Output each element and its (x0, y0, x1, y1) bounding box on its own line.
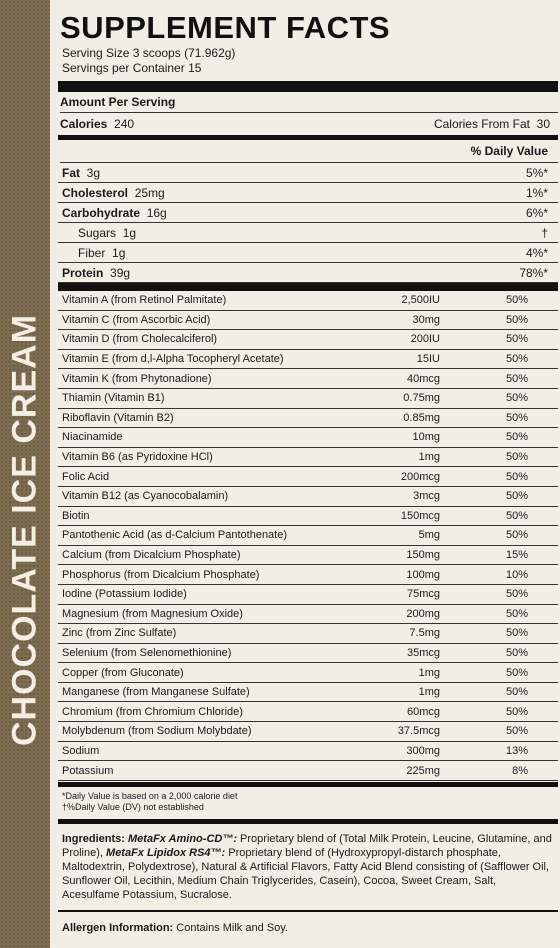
daily-value-header: % Daily Value (60, 140, 558, 163)
vitamin-dv: 50% (505, 490, 528, 503)
vitamin-row (58, 722, 558, 742)
vitamin-name: Zinc (from Zinc Sulfate) (62, 627, 177, 640)
vitamin-row (58, 467, 558, 487)
vitamin-dv: 50% (505, 411, 528, 424)
vitamin-list (52, 291, 558, 781)
vitamin-dv: 50% (505, 353, 528, 366)
calories-fat-label: Calories From Fat (433, 117, 530, 131)
ingredients-text (62, 832, 552, 902)
vitamin-amount: 37.5mcg (397, 725, 440, 738)
nutrient-name: Fiber 1g (78, 245, 126, 260)
calories-row (60, 113, 558, 135)
vitamin-dv: 50% (505, 686, 528, 699)
vitamin-dv: 50% (505, 607, 528, 620)
vitamin-name: Thiamin (Vitamin B1) (62, 392, 165, 405)
vitamin-dv: 50% (505, 705, 528, 718)
vitamin-dv: 50% (505, 646, 528, 659)
vitamin-amount: 1mg (418, 686, 440, 699)
vitamin-dv: 50% (505, 294, 528, 307)
serving-size: Serving Size 3 scoops (71.962g) (62, 46, 236, 60)
vitamin-dv: 50% (505, 470, 528, 483)
nutrient-row (58, 183, 558, 203)
vitamin-name: Potassium (62, 764, 114, 777)
vitamin-amount: 10mg (412, 431, 440, 444)
supplement-facts-panel (52, 0, 558, 948)
nutrient-row (58, 163, 558, 183)
vitamin-name: Magnesium (from Magnesium Oxide) (62, 607, 243, 620)
vitamin-amount: 3mcg (413, 490, 440, 503)
vitamin-row (58, 350, 558, 370)
vitamin-dv: 50% (505, 372, 528, 385)
vitamin-amount: 75mcg (406, 588, 440, 601)
vitamin-row (58, 526, 558, 546)
allergen-text: Contains Milk and Soy. (173, 921, 288, 934)
vitamin-name: Vitamin K (from Phytonadione) (62, 372, 212, 385)
nutrient-name: Fat 3g (62, 165, 101, 180)
nutrient-name: Cholesterol 25mg (62, 185, 165, 200)
vitamin-name: Riboflavin (Vitamin B2) (62, 411, 174, 424)
calories-fat-value: 30 (536, 117, 550, 131)
nutrient-name: Protein 39g (62, 265, 131, 280)
vitamin-dv: 50% (505, 588, 528, 601)
amount-per-serving: Amount Per Serving (60, 92, 558, 113)
vitamin-dv: 50% (505, 451, 528, 464)
nutrient-dv: † (541, 225, 548, 240)
vitamin-dv: 50% (505, 392, 528, 405)
nutrient-dv: 6%* (525, 205, 548, 220)
divider-thin (58, 910, 558, 912)
vitamin-dv: 50% (505, 333, 528, 346)
calories-label: Calories (60, 117, 108, 131)
vitamin-amount: 200mcg (400, 470, 440, 483)
vitamin-row (58, 487, 558, 507)
vitamin-amount: 200mg (406, 607, 440, 620)
vitamin-amount: 1mg (418, 451, 440, 464)
vitamin-amount: 5mg (418, 529, 440, 542)
allergen-info (62, 922, 558, 934)
nutrient-row (58, 223, 558, 243)
vitamin-name: Vitamin C (from Ascorbic Acid) (62, 313, 211, 326)
vitamin-amount: 150mg (406, 549, 440, 562)
nutrient-row (58, 243, 558, 263)
vitamin-name: Chromium (from Chromium Chloride) (62, 705, 243, 718)
vitamin-name: Niacinamide (62, 431, 123, 444)
ingredient-brand: MetaFx Lipidox RS4™: (106, 846, 226, 859)
vitamin-name: Vitamin E (from d,l-Alpha Tocopheryl Acetate) (62, 353, 284, 366)
nutrient-dv: 5%* (525, 165, 548, 180)
divider-mid (58, 819, 558, 824)
ingredient-text: Proprietary blend of (Total Milk Protein, Leucine, Glutamine, and Proline), (62, 832, 552, 859)
vitamin-name: Manganese (from Manganese Sulfate) (62, 686, 250, 699)
nutrient-dv: 1%* (525, 185, 548, 200)
divider-thick (58, 81, 558, 92)
vitamin-name: Vitamin B6 (as Pyridoxine HCl) (62, 451, 213, 464)
ingredient-brand: MetaFx Amino-CD™: (128, 832, 237, 845)
vitamin-amount: 150mcg (400, 509, 440, 522)
vitamin-amount: 100mg (406, 568, 440, 581)
vitamin-name: Selenium (from Selenomethionine) (62, 646, 232, 659)
vitamin-row (58, 448, 558, 468)
vitamin-row (58, 389, 558, 409)
vitamin-amount: 225mg (406, 764, 440, 777)
nutrient-name: Carbohydrate 16g (62, 205, 167, 220)
vitamin-row (58, 761, 558, 781)
vitamin-dv: 13% (505, 744, 528, 757)
vitamin-amount: 30mg (412, 313, 440, 326)
vitamin-amount: 60mcg (406, 705, 440, 718)
vitamin-row (58, 330, 558, 350)
vitamin-row (58, 624, 558, 644)
page-title: SUPPLEMENT FACTS (60, 10, 391, 45)
vitamin-row (58, 585, 558, 605)
vitamin-dv: 50% (505, 529, 528, 542)
vitamin-name: Phosphorus (from Dicalcium Phosphate) (62, 568, 260, 581)
vitamin-row (58, 409, 558, 429)
vitamin-dv: 50% (505, 509, 528, 522)
vitamin-amount: 7.5mg (409, 627, 440, 640)
vitamin-amount: 300mg (406, 744, 440, 757)
vitamin-row (58, 605, 558, 625)
vitamin-name: Molybdenum (from Sodium Molybdate) (62, 725, 252, 738)
vitamin-row (58, 565, 558, 585)
calories-value: 240 (114, 117, 135, 131)
vitamin-amount: 40mcg (406, 372, 440, 385)
vitamin-row (58, 311, 558, 331)
vitamin-dv: 15% (505, 549, 528, 562)
ingredient-text: Proprietary blend of (Hydroxypropyl-distarch phosphate, Maltodextrin, Polydextrose), Natural & Artificial Flavors, Fatty Acid Blend consisting of (Safflower Oil, Sunflower Oil, Lecithin, Medium Chain Triglycerides, Casein), Cocoa, Sweet Cream, Salt, Acesulfame Potassium, Sucralose. (62, 846, 550, 901)
vitamin-amount: 0.75mg (403, 392, 440, 405)
vitamin-name: Folic Acid (62, 470, 110, 483)
vitamin-name: Copper (from Gluconate) (62, 666, 184, 679)
vitamin-dv: 10% (505, 568, 528, 581)
vitamin-amount: 35mcg (406, 646, 440, 659)
vitamin-row (58, 663, 558, 683)
nutrient-name: Sugars 1g (78, 225, 137, 240)
vitamin-dv: 50% (505, 666, 528, 679)
vitamin-amount: 200IU (410, 333, 440, 346)
vitamin-dv: 50% (505, 725, 528, 738)
vitamin-dv: 8% (512, 764, 528, 777)
vitamin-row (58, 702, 558, 722)
vitamin-amount: 0.85mg (403, 411, 440, 424)
product-flavor-title: CHOCOLATE ICE CREAM (5, 313, 44, 747)
nutrient-row (58, 203, 558, 223)
vitamin-row (58, 291, 558, 311)
vitamin-name: Pantothenic Acid (as d-Calcium Pantothenate) (62, 529, 288, 542)
vitamin-row (58, 683, 558, 703)
vitamin-row (58, 507, 558, 527)
vitamin-dv: 50% (505, 313, 528, 326)
vitamin-amount: 15IU (416, 353, 440, 366)
macro-list (52, 163, 558, 283)
divider-thick (58, 283, 558, 291)
vitamin-name: Biotin (62, 509, 90, 522)
vitamin-row (58, 369, 558, 389)
nutrient-dv: 78%* (519, 265, 548, 280)
vitamin-name: Iodine (Potassium Iodide) (62, 588, 187, 601)
vitamin-name: Calcium (from Dicalcium Phosphate) (62, 549, 241, 562)
vitamin-name: Vitamin B12 (as Cyanocobalamin) (62, 490, 229, 503)
vitamin-row (58, 742, 558, 762)
vitamin-amount: 2,500IU (401, 294, 440, 307)
footnotes (62, 787, 558, 813)
footnote: †%Daily Value (DV) not established (62, 801, 204, 812)
vitamin-row (58, 644, 558, 664)
vitamin-row (58, 546, 558, 566)
nutrient-row (58, 263, 558, 283)
vitamin-name: Vitamin D (from Cholecalciferol) (62, 333, 218, 346)
servings-per-container: Servings per Container 15 (62, 61, 202, 75)
allergen-label: Allergen Information: (62, 921, 174, 934)
sidebar-band (0, 0, 50, 948)
vitamin-name: Sodium (62, 744, 100, 757)
vitamin-row (58, 428, 558, 448)
vitamin-dv: 50% (505, 431, 528, 444)
ingredients-label: Ingredients: (62, 832, 125, 845)
vitamin-name: Vitamin A (from Retinol Palmitate) (62, 294, 227, 307)
vitamin-amount: 1mg (418, 666, 440, 679)
nutrient-dv: 4%* (525, 245, 548, 260)
footnote: *Daily Value is based on a 2,000 calorie diet (62, 790, 238, 801)
vitamin-dv: 50% (505, 627, 528, 640)
